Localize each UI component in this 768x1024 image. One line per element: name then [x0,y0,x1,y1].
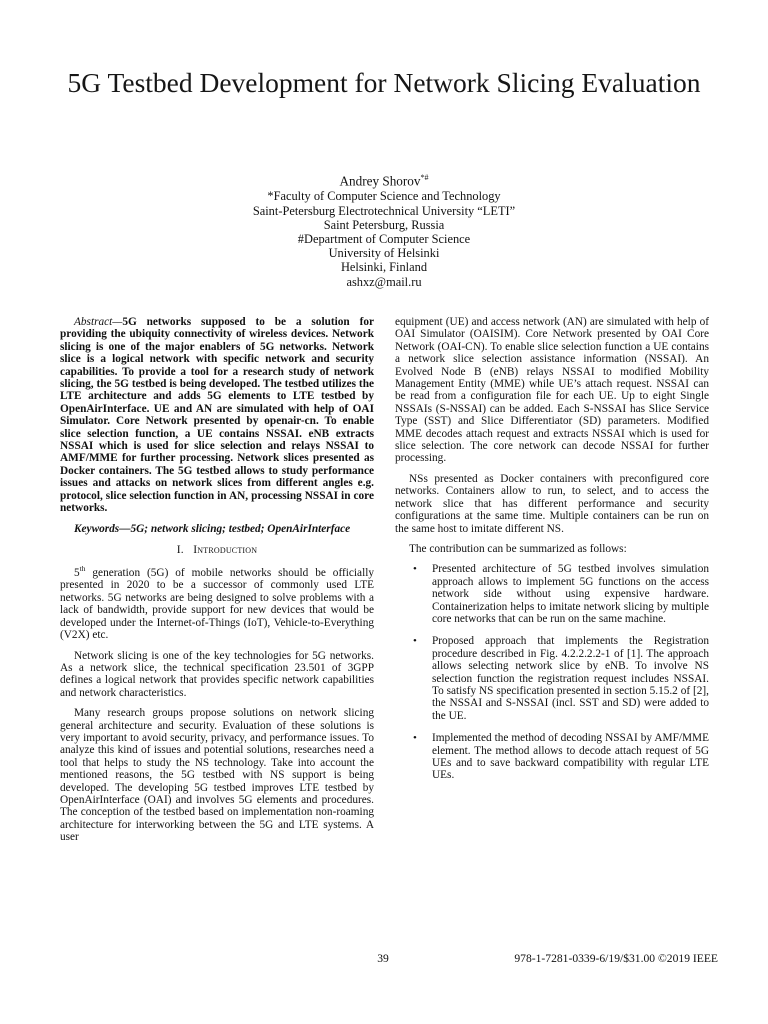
right-column [395,316,709,782]
affiliation-line: Helsinki, Finland [340,260,428,275]
right-paragraph-2: NSs presented as Docker containers with preconfigured core networks. Containers allow to run, to select, and to access the network slice that has different performance and security configurations at the same time. Multiple containers can be run on the same host to imitate different NS. [395,472,709,535]
section-heading-introduction: I. Introduction [176,542,258,556]
affiliation-line: Saint-Petersburg Electrotechnical University “LETI” [252,203,516,218]
paper-title: 5G Testbed Development for Network Slicing Evaluation [67,67,701,98]
right-paragraph-3: The contribution can be summarized as follows: [409,542,627,555]
page-number: 39 [377,952,389,965]
intro-paragraph-2: Network slicing is one of the key technologies for 5G networks. As a network slice, the technical specification 23.501 of 3GPP defines a logical network that provides specific network capabilities and network characteristics. [60,649,374,699]
affiliation-line: *Faculty of Computer Science and Technology [267,189,501,204]
right-paragraph-1: equipment (UE) and access network (AN) are simulated with help of OAI Simulator (OAISIM). Core Network presented by OAI Core Network (OAI-CN). To enable slice selection function a UE contains a network slice selection assistance information (NSSAI). An Evolved Node B (eNB) relays NSSAI to modified Mobility Management Entity (MME) while UE’s attach request. NSSAI can be read from a configuration file for each UE. Up to eight Single NSSAIs (S-NSSAI) can be added. Each S-NSSAI has Slice Service Type (SST) and Slice Differentiator (SD) parameters. Modified MME decodes attach request and extracts NSSAI which is used for slice selection. The core network can decode NSSAI for further processing. [395,316,709,465]
abstract [60,316,374,515]
bullet-icon: • [413,563,417,576]
abstract-label: Abstract— [74,316,123,328]
affiliation-line: University of Helsinki [328,246,440,261]
bullet-icon: • [413,732,417,745]
bullet-icon: • [413,635,417,648]
left-column [60,316,374,844]
contribution-item: • Proposed approach that implements the Registration procedure described in Fig. 4.2.2.2.2-1 of [1]. The approach allows selecting network slice by eNB. To involve NS selection function the registration request includes NSSAI. To satisfy NS specification presented in section 5.15.2 of [2], the NSSAI and S-NSSAI (incl. SST and SD) were added to the UE. [413,635,709,722]
author-name: Andrey Shorov*# [339,173,429,189]
affiliation-line: Saint Petersburg, Russia [323,217,445,232]
abstract-text: 5G networks supposed to be a solution for providing the ubiquity connectivity of wireless devices. Network slicing is one of the major enablers of 5G networks. Network slice is a logical network with specific network and security capabilities. To provide a tool for a research study of network slicing, the 5G testbed is being developed. The testbed utilizes the LTE architecture and adds 5G elements to LTE testbed by OpenAirInterface. UE and AN are simulated with help of OAI Simulator. Core Network presented by openair-cn. To enable slice selection function, a UE contains NSSAI. eNB extracts NSSAI which is used for slice selection and relays NSSAI to AMF/MME for further processing. Network slices presented as Docker containers. The 5G testbed allows to study performance issues and attacks on network slices from different angles e.g. protocol, slice selection function in AN, processing NSSAI in core networks. [60,316,374,515]
contribution-list [395,563,709,782]
contribution-item: • Implemented the method of decoding NSSAI by AMF/MME element. The method allows to decode attach request of 5G UEs and to save backward compatibility with regular LTE UEs. [413,732,709,782]
affiliation-line: #Department of Computer Science [297,232,471,246]
author-block [184,169,584,289]
keywords: Keywords—5G; network slicing; testbed; OpenAirInterface [74,522,351,535]
intro-paragraph-1: 5th generation (5G) of mobile networks should be officially presented in 2020 to be a successor of commonly used LTE networks. 5G networks are being designed to solve problems with a lack of bandwidth, provide support for new devices that would be developed under the Internet-of-Things (IoT), Vehicle-to-Everything (V2X) etc. [60,564,374,642]
author-email: ashxz@mail.ru [346,274,422,289]
publication-code: 978-1-7281-0339-6/19/$31.00 ©2019 IEEE [514,952,718,965]
contribution-item: • Presented architecture of 5G testbed involves simulation approach allows to implement 5G functions on the access network side without using expensive hardware. Containerization helps to imitate network slicing by multiple core networks that can be run on the same machine. [413,563,709,625]
intro-paragraph-3: Many research groups propose solutions on network slicing general architecture and security. Evaluation of these solutions is very important to avoid security, privacy, and performance issues. To analyze this kind of issues and potential solutions, researches need a tool that helps to study the NS technology. Take into account the mentioned reasons, the 5G testbed with NS support is being developed. The developing 5G testbed improves LTE testbed by OpenAirInterface (OAI) and involves 5G elements and procedures. The conception of the testbed based on implementation non-roaming architecture for interworking between the 5G and LTE systems. A user [60,707,374,844]
